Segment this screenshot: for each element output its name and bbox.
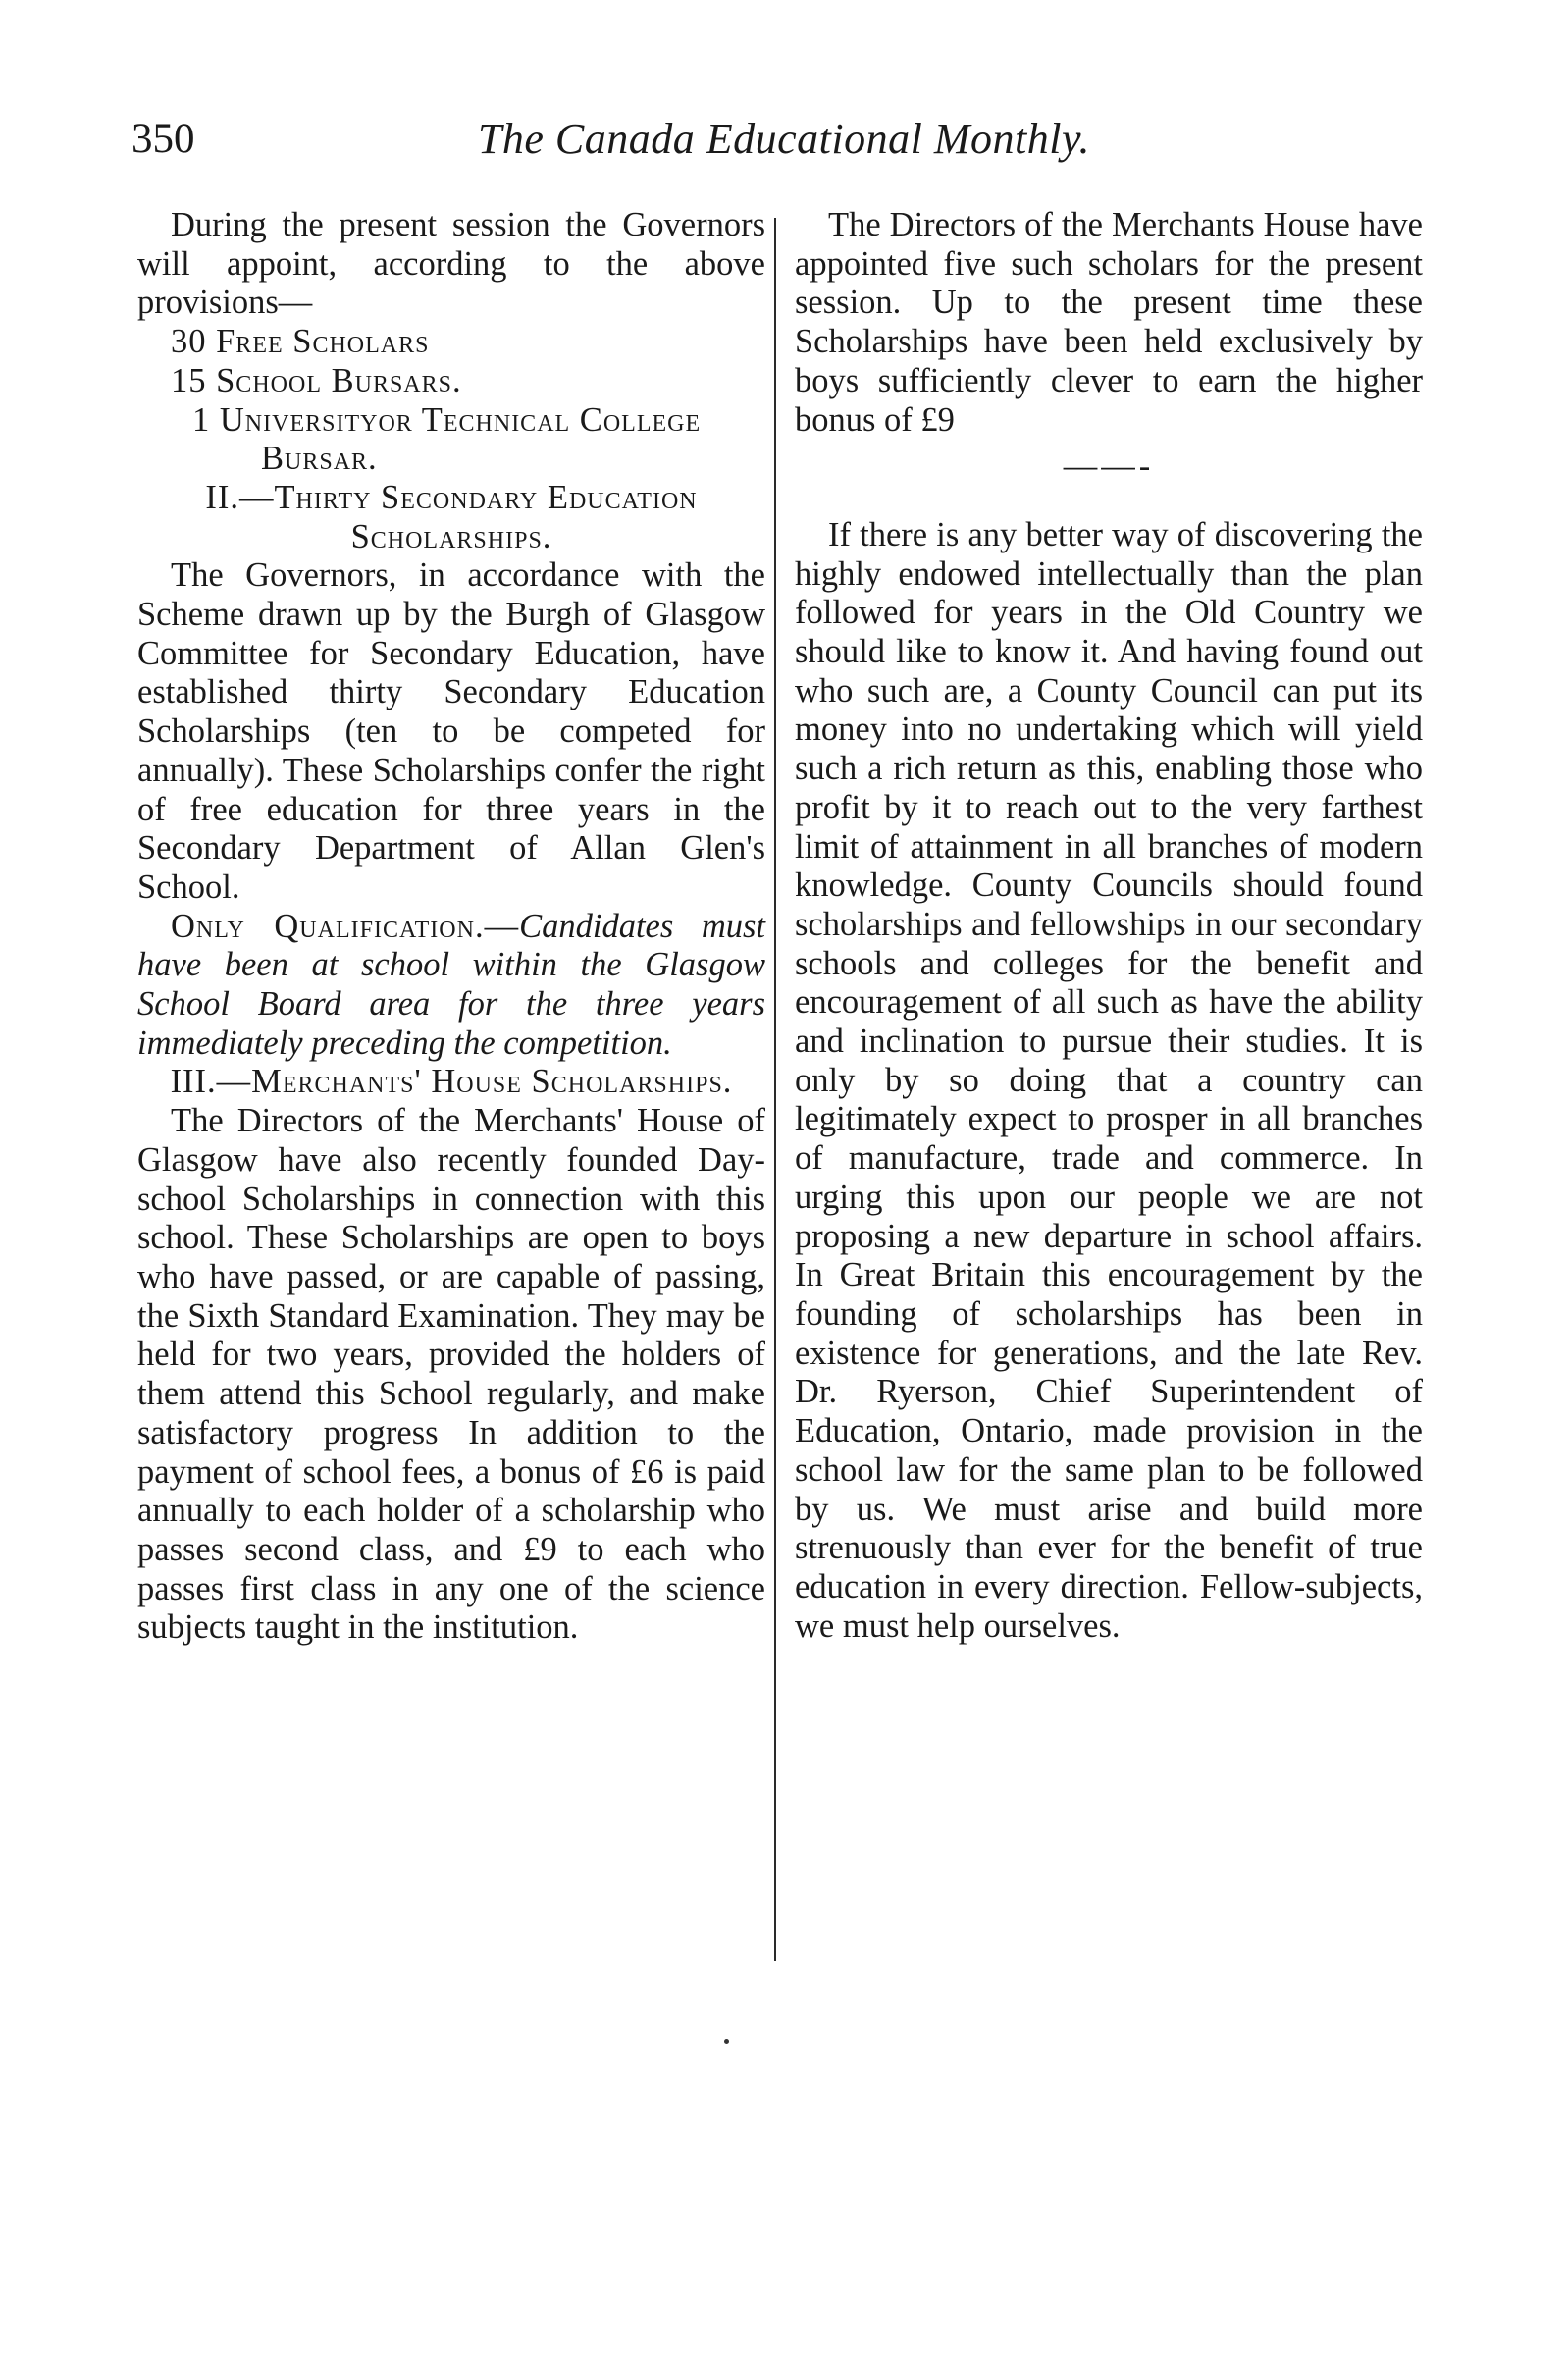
editorial-paragraph: If there is any better way of discovering the highly endowed intellectually than the plan followed for years in the Old Country we should like to know it. And having found out who such are, a County Council can put its money into no undertaking which will yield such a rich return as this, enabling those who profit by it to reach out to the very farthest limit of attainment in all branches of modern knowledge. County Councils should found scholarships and fellowships in our secondary schools and colleges for the benefit and encouragement of all such as have the ability and inclination to pursue their studies. It is only by so doing that a country can legitimately expect to prosper in all branches of manufacture, trade and commerce. In urging this upon our people we are not proposing a new departure in school affairs. In Great Britain this encouragement by the founding of scholarships has been in existence for generations, and the late Rev. Dr. Ryerson, Chief Superintendent of Education, Ontario, made provision in the school law for the same plan to be followed by us. We must arise and build more strenuously than ever for the benefit of true education in every direction. Fellow-subjects, we must help ourselves. xyxy=(795,515,1423,1645)
page-number: 350 xyxy=(131,116,195,162)
list-item-free-scholars: 30 Free Scholars xyxy=(171,323,430,361)
section-separator: ——- xyxy=(1063,447,1155,486)
merchants-house-paragraph: The Directors of the Merchants' House of Glasgow have also recently founded Day-school Scholarships in connection with this school. These Scholarships are open to boys who have passed, or are capable of passing, the Sixth Standard Examination. They may be held for two years, provided the holders of them attend this School regularly, and make satisfactory progress In addition to the payment of school fees, a bonus of £6 is paid annually to each holder of a scholarship who passes second class, and £9 to each who passes first class in any one of the science subjects taught in the institution. xyxy=(137,1102,765,1647)
column-rule xyxy=(774,218,776,1961)
right-column xyxy=(795,206,1423,1646)
qualification-label: Only Qualification.— xyxy=(171,907,520,945)
list-item-school-bursars: 15 School Bursars. xyxy=(171,361,462,399)
left-column xyxy=(137,206,765,1648)
section-heading-iii: III.—Merchants' House Scholarships. xyxy=(170,1063,733,1101)
page-header xyxy=(131,110,1437,169)
directors-paragraph: The Directors of the Merchants House have appointed five such scholars for the present session. Up to the present time these Scholarships have been held exclusively by boys sufficiently clever to earn the higher bonus of £9 xyxy=(795,206,1423,439)
running-title: The Canada Educational Monthly. xyxy=(477,115,1091,163)
section-heading-ii: II.—Thirty Secondary Education Scholarships. xyxy=(205,478,698,555)
qualification-text: Candidates must have been at school within the Glasgow School Board area for the three years immediately preceding the competition. xyxy=(137,907,765,1062)
secondary-scholarships-paragraph: The Governors, in accordance with the Scheme drawn up by the Burgh of Glasgow Committee for Secondary Education, have established thirty Secondary Education Scholarships (ten to be competed for annually). These Scholarships confer the right of free education for three years in the Secondary Department of Allan Glen's School. xyxy=(137,556,765,906)
printer-mark xyxy=(724,2039,729,2044)
intro-paragraph: During the present session the Governors will appoint, according to the above provisions— xyxy=(137,206,765,322)
list-item-university-bursar: 1 Universityor Technical College Bursar. xyxy=(192,400,702,478)
qualification-paragraph xyxy=(137,908,765,1064)
